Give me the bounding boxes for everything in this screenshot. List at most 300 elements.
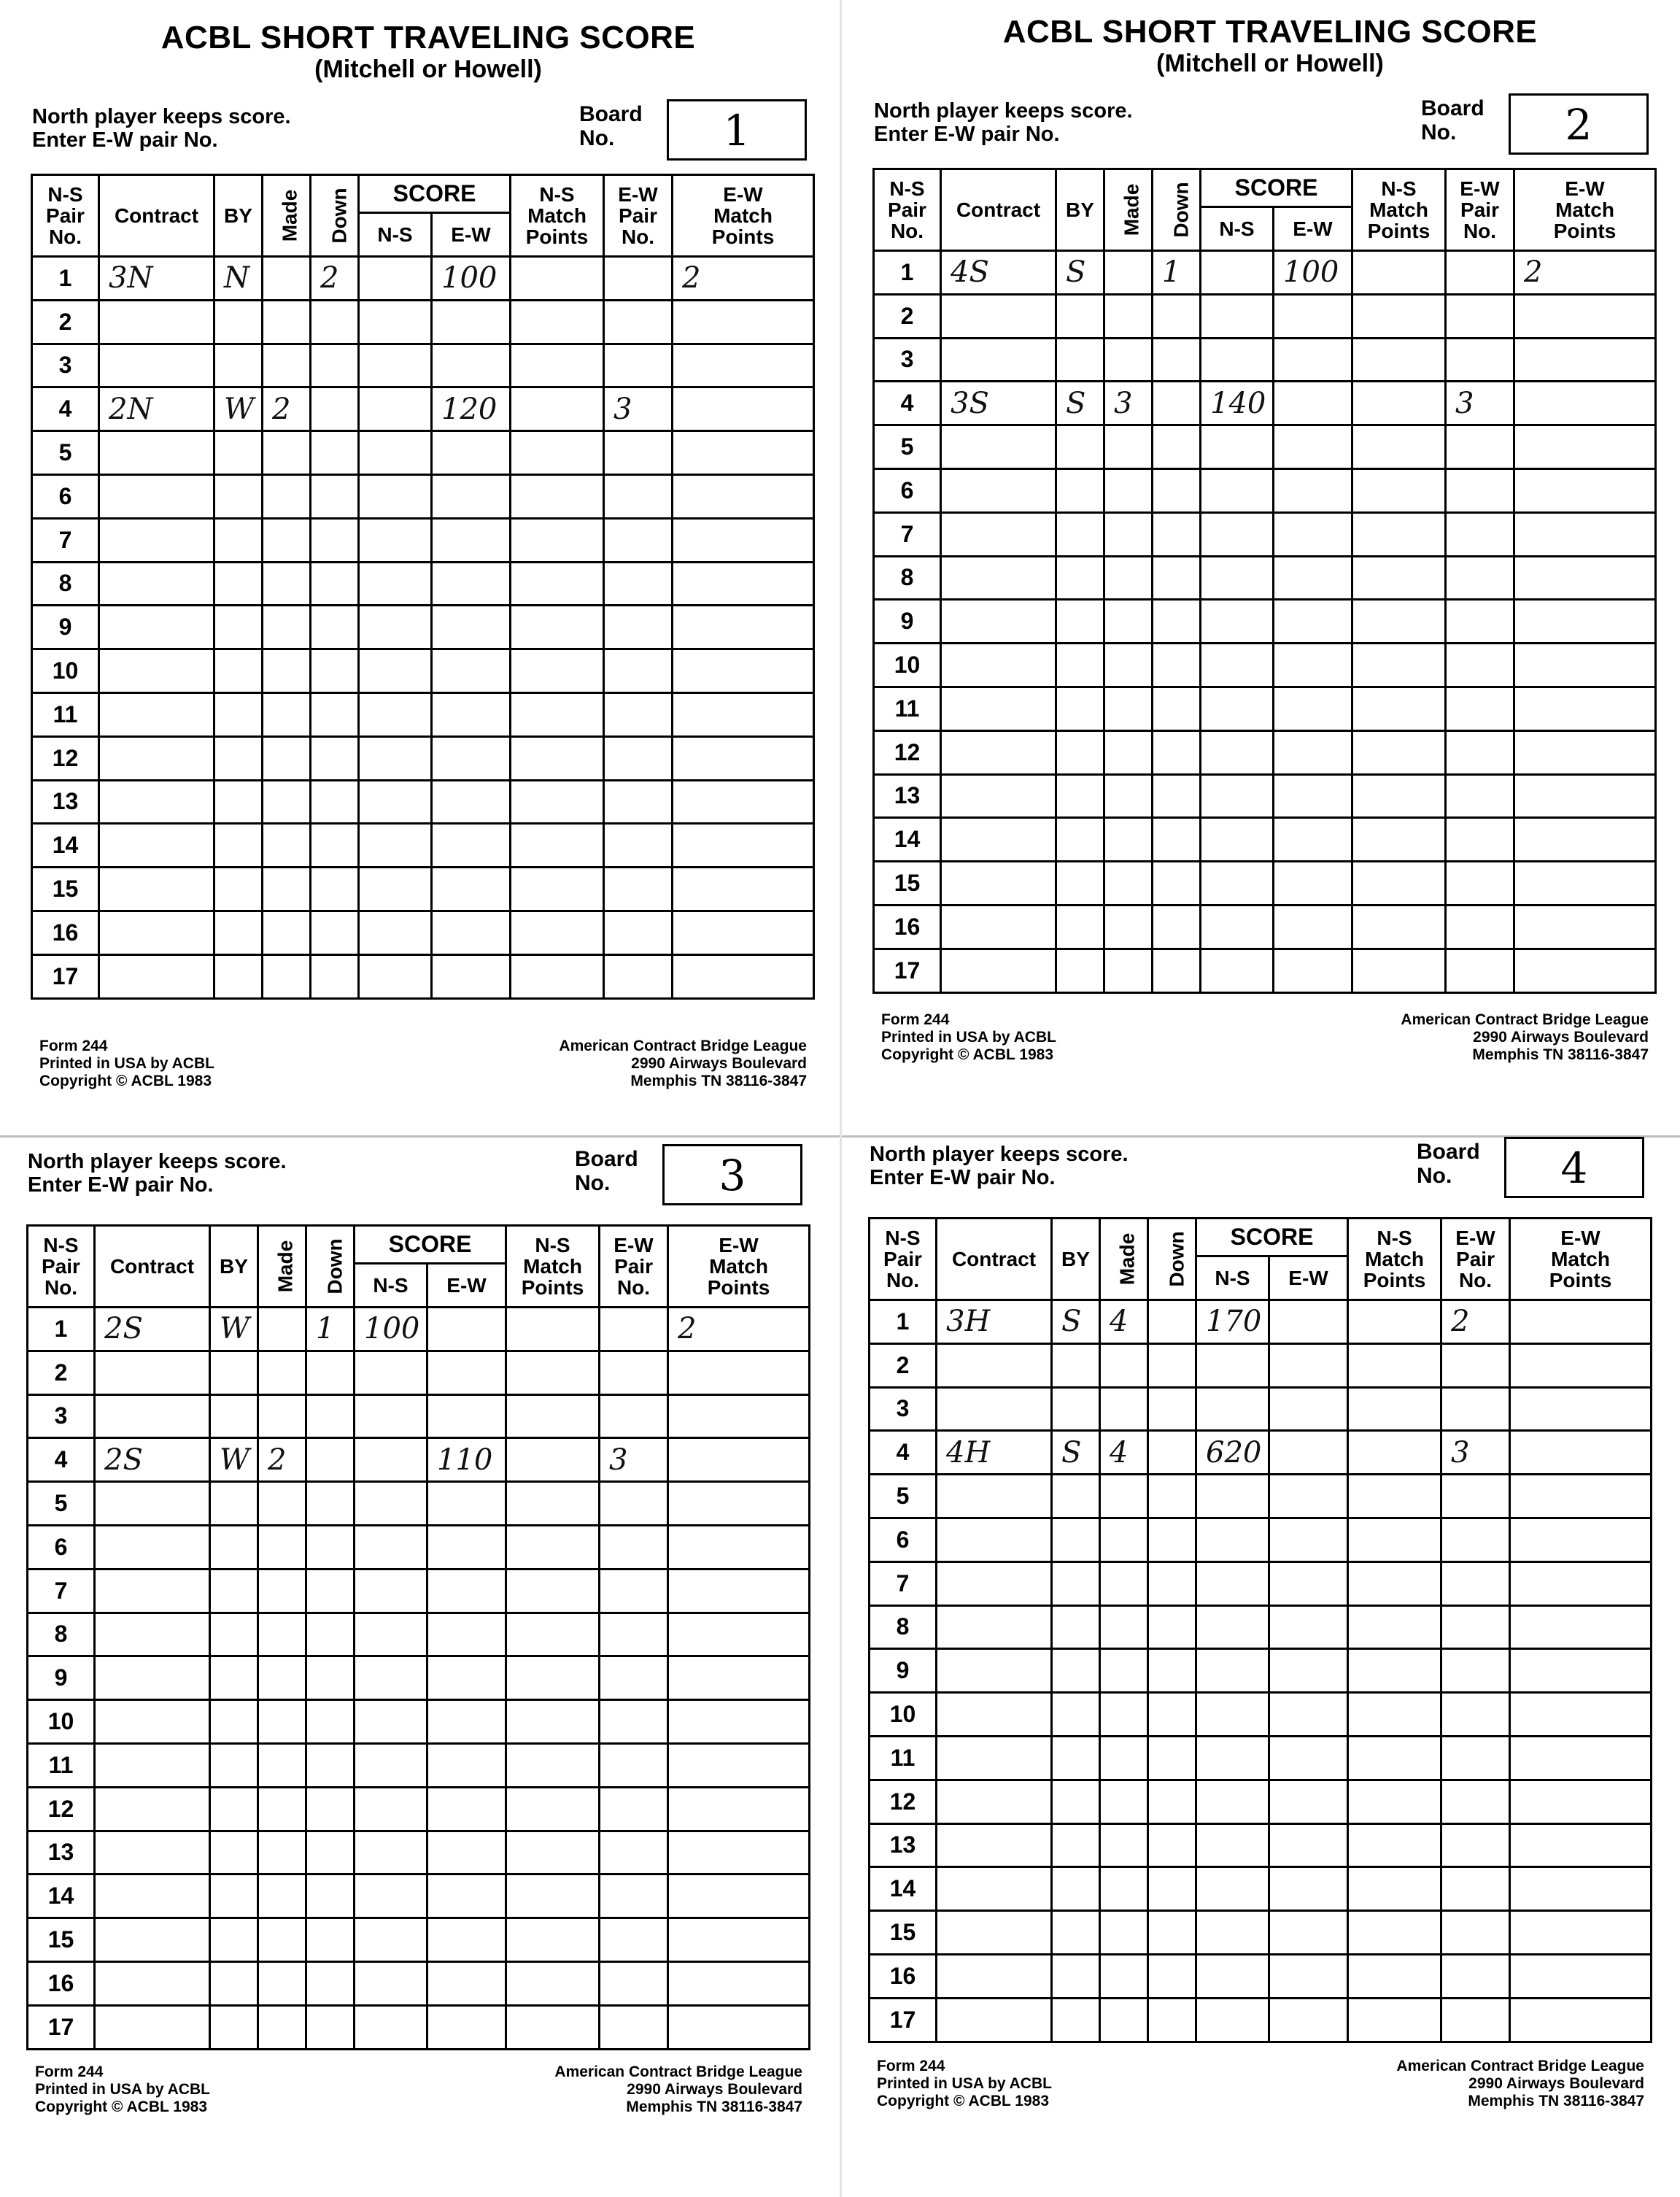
- cell-by[interactable]: [1056, 425, 1104, 469]
- cell-down[interactable]: [311, 562, 359, 606]
- cell-made[interactable]: [1100, 1911, 1148, 1955]
- cell-made[interactable]: [1104, 468, 1153, 512]
- board-number-box[interactable]: 1: [667, 99, 807, 161]
- cell-ns[interactable]: [1201, 294, 1274, 338]
- cell-ns[interactable]: [1201, 425, 1274, 469]
- cell-ns-mp[interactable]: [511, 606, 604, 649]
- cell-made[interactable]: [263, 474, 311, 518]
- cell-ew[interactable]: 120: [432, 387, 511, 431]
- cell-by[interactable]: [210, 1394, 258, 1438]
- cell-ew-pair[interactable]: [1446, 600, 1514, 644]
- cell-by[interactable]: S: [1056, 251, 1104, 295]
- cell-ew-pair[interactable]: [600, 1482, 668, 1526]
- cell-down[interactable]: [1153, 468, 1201, 512]
- cell-ew-mp[interactable]: [1510, 1649, 1652, 1693]
- cell-contract[interactable]: [95, 1961, 210, 2005]
- cell-contract[interactable]: [99, 606, 214, 649]
- cell-down[interactable]: 2: [311, 257, 359, 301]
- cell-by[interactable]: [214, 344, 263, 387]
- cell-down[interactable]: [1153, 425, 1201, 469]
- cell-down[interactable]: [1148, 1475, 1196, 1518]
- cell-contract[interactable]: [941, 294, 1056, 338]
- cell-ns[interactable]: [355, 1831, 427, 1874]
- cell-made[interactable]: 2: [263, 387, 311, 431]
- cell-contract[interactable]: [941, 949, 1056, 992]
- cell-ew[interactable]: [432, 431, 511, 475]
- cell-down[interactable]: [1148, 1911, 1196, 1955]
- cell-ns[interactable]: [359, 692, 432, 736]
- cell-down[interactable]: [1148, 1605, 1196, 1649]
- cell-ns[interactable]: [1196, 1736, 1269, 1780]
- cell-ew[interactable]: [1269, 1343, 1348, 1387]
- cell-ew-pair[interactable]: [1446, 818, 1514, 862]
- cell-ew-mp[interactable]: [668, 1438, 810, 1482]
- cell-made[interactable]: [1104, 644, 1153, 687]
- cell-by[interactable]: [1056, 338, 1104, 382]
- cell-ns-mp[interactable]: [511, 954, 604, 998]
- cell-ew-mp[interactable]: [1514, 600, 1656, 644]
- cell-by[interactable]: [214, 736, 263, 780]
- cell-ns-mp[interactable]: [1348, 1475, 1441, 1518]
- cell-ew-mp[interactable]: [668, 1700, 810, 1744]
- cell-contract[interactable]: [941, 905, 1056, 949]
- cell-ew[interactable]: [432, 518, 511, 562]
- cell-ew-pair[interactable]: [604, 562, 673, 606]
- cell-down[interactable]: [1148, 1736, 1196, 1780]
- cell-ew-mp[interactable]: [1510, 1736, 1652, 1780]
- cell-ew[interactable]: [1274, 338, 1352, 382]
- cell-ew-mp[interactable]: [1514, 382, 1656, 425]
- cell-down[interactable]: [1153, 556, 1201, 600]
- cell-by[interactable]: [214, 954, 263, 998]
- cell-down[interactable]: [1153, 338, 1201, 382]
- cell-by[interactable]: [210, 1918, 258, 1962]
- cell-ew[interactable]: [427, 2005, 506, 2049]
- cell-made[interactable]: [258, 2005, 306, 2049]
- cell-by[interactable]: [1056, 774, 1104, 818]
- cell-ns-mp[interactable]: [1352, 338, 1446, 382]
- cell-by[interactable]: W: [210, 1308, 258, 1351]
- cell-ns[interactable]: [1201, 818, 1274, 862]
- cell-ew-mp[interactable]: [1510, 1780, 1652, 1823]
- cell-ns-mp[interactable]: [506, 1656, 600, 1700]
- cell-contract[interactable]: [941, 512, 1056, 556]
- cell-ns-mp[interactable]: [1348, 1823, 1441, 1867]
- cell-ns[interactable]: [1196, 1387, 1269, 1431]
- cell-contract[interactable]: [95, 1394, 210, 1438]
- board-number-box[interactable]: 2: [1509, 93, 1649, 155]
- cell-down[interactable]: [306, 1438, 355, 1482]
- cell-ns[interactable]: [1201, 730, 1274, 774]
- cell-ns[interactable]: [1196, 1649, 1269, 1693]
- cell-ew-pair[interactable]: [600, 1700, 668, 1744]
- cell-ew-mp[interactable]: [673, 387, 814, 431]
- cell-contract[interactable]: [937, 1518, 1052, 1561]
- cell-ns-mp[interactable]: [506, 1961, 600, 2005]
- cell-down[interactable]: [1148, 1300, 1196, 1344]
- cell-contract[interactable]: [937, 1343, 1052, 1387]
- cell-contract[interactable]: [95, 1874, 210, 1918]
- cell-ew-pair[interactable]: [1441, 1867, 1510, 1911]
- cell-contract[interactable]: [95, 1525, 210, 1569]
- cell-made[interactable]: [1104, 862, 1153, 906]
- cell-down[interactable]: [311, 780, 359, 824]
- cell-ns-mp[interactable]: [1352, 382, 1446, 425]
- cell-ew[interactable]: [432, 649, 511, 693]
- cell-ew-pair[interactable]: [1441, 1518, 1510, 1561]
- cell-made[interactable]: [258, 1351, 306, 1394]
- cell-ew[interactable]: [1274, 774, 1352, 818]
- cell-by[interactable]: [1052, 1649, 1100, 1693]
- cell-ns-mp[interactable]: [1352, 556, 1446, 600]
- cell-down[interactable]: [1148, 1649, 1196, 1693]
- cell-ew-pair[interactable]: [604, 518, 673, 562]
- cell-by[interactable]: [1056, 468, 1104, 512]
- cell-ns[interactable]: [359, 431, 432, 475]
- cell-ew-mp[interactable]: [673, 868, 814, 911]
- cell-down[interactable]: [306, 1656, 355, 1700]
- cell-by[interactable]: [1056, 687, 1104, 730]
- cell-ew-pair[interactable]: [604, 780, 673, 824]
- cell-by[interactable]: [1056, 905, 1104, 949]
- cell-ew-pair[interactable]: [1441, 1649, 1510, 1693]
- cell-ns[interactable]: [1201, 556, 1274, 600]
- cell-ew[interactable]: [427, 1482, 506, 1526]
- cell-by[interactable]: [1052, 1475, 1100, 1518]
- cell-by[interactable]: [210, 2005, 258, 2049]
- cell-ew-mp[interactable]: [673, 649, 814, 693]
- cell-contract[interactable]: [95, 1482, 210, 1526]
- cell-ew-mp[interactable]: 2: [673, 257, 814, 301]
- cell-ew-pair[interactable]: 3: [604, 387, 673, 431]
- cell-ns-mp[interactable]: [1352, 730, 1446, 774]
- cell-by[interactable]: [1056, 512, 1104, 556]
- cell-ns-mp[interactable]: [1352, 949, 1446, 992]
- cell-by[interactable]: [1052, 1823, 1100, 1867]
- cell-ew-pair[interactable]: [600, 1525, 668, 1569]
- cell-contract[interactable]: [941, 425, 1056, 469]
- cell-ew-mp[interactable]: [673, 780, 814, 824]
- cell-ns-mp[interactable]: [506, 2005, 600, 2049]
- cell-ns[interactable]: [1196, 1693, 1269, 1737]
- cell-ew-pair[interactable]: [1446, 905, 1514, 949]
- cell-ns-mp[interactable]: [1348, 1911, 1441, 1955]
- cell-ns-mp[interactable]: [511, 344, 604, 387]
- cell-by[interactable]: [214, 474, 263, 518]
- cell-ns-mp[interactable]: [511, 780, 604, 824]
- cell-ns-mp[interactable]: [511, 300, 604, 344]
- cell-made[interactable]: 4: [1100, 1431, 1148, 1475]
- cell-ns[interactable]: [1201, 862, 1274, 906]
- cell-ns-mp[interactable]: [1352, 644, 1446, 687]
- cell-ns[interactable]: [359, 387, 432, 431]
- cell-ew-pair[interactable]: [600, 1743, 668, 1787]
- cell-ew[interactable]: [1269, 1867, 1348, 1911]
- cell-ew-mp[interactable]: [1510, 1475, 1652, 1518]
- cell-ew[interactable]: [427, 1700, 506, 1744]
- cell-contract[interactable]: [95, 1831, 210, 1874]
- cell-by[interactable]: [214, 518, 263, 562]
- cell-made[interactable]: [263, 824, 311, 868]
- cell-made[interactable]: [258, 1743, 306, 1787]
- cell-ew-mp[interactable]: [668, 1525, 810, 1569]
- cell-ew-mp[interactable]: [668, 1394, 810, 1438]
- cell-down[interactable]: [306, 1394, 355, 1438]
- cell-made[interactable]: [258, 1656, 306, 1700]
- cell-ns[interactable]: [359, 649, 432, 693]
- cell-made[interactable]: [1100, 1998, 1148, 2042]
- cell-ns[interactable]: [359, 911, 432, 954]
- cell-ew-pair[interactable]: [600, 1308, 668, 1351]
- cell-down[interactable]: [1153, 512, 1201, 556]
- cell-ew-pair[interactable]: 3: [600, 1438, 668, 1482]
- cell-contract[interactable]: [99, 692, 214, 736]
- cell-ew[interactable]: [1274, 468, 1352, 512]
- cell-made[interactable]: [258, 1613, 306, 1656]
- cell-made[interactable]: [1100, 1475, 1148, 1518]
- cell-ew-mp[interactable]: [673, 562, 814, 606]
- cell-ns[interactable]: [1196, 1343, 1269, 1387]
- cell-ns-mp[interactable]: [511, 911, 604, 954]
- cell-ns-mp[interactable]: [1352, 862, 1446, 906]
- cell-ns[interactable]: [359, 868, 432, 911]
- cell-down[interactable]: [306, 1569, 355, 1613]
- cell-down[interactable]: [306, 1525, 355, 1569]
- cell-ew-mp[interactable]: [1510, 1998, 1652, 2042]
- cell-ns-mp[interactable]: [506, 1438, 600, 1482]
- cell-ew[interactable]: [427, 1787, 506, 1831]
- cell-down[interactable]: [1148, 1343, 1196, 1387]
- cell-ew[interactable]: [1269, 1998, 1348, 2042]
- cell-ew-mp[interactable]: [1514, 294, 1656, 338]
- cell-by[interactable]: [1052, 1693, 1100, 1737]
- cell-ns[interactable]: [1201, 512, 1274, 556]
- cell-by[interactable]: [210, 1787, 258, 1831]
- cell-ns[interactable]: [1196, 1518, 1269, 1561]
- cell-ew-pair[interactable]: [604, 868, 673, 911]
- cell-ew-mp[interactable]: [1514, 949, 1656, 992]
- cell-ns-mp[interactable]: [1348, 1867, 1441, 1911]
- cell-ns[interactable]: [355, 1394, 427, 1438]
- cell-ns-mp[interactable]: [1348, 1387, 1441, 1431]
- cell-ew-mp[interactable]: [668, 1831, 810, 1874]
- cell-ns[interactable]: [1196, 1954, 1269, 1998]
- cell-contract[interactable]: [95, 1743, 210, 1787]
- cell-ew-pair[interactable]: [1446, 512, 1514, 556]
- cell-by[interactable]: [210, 1831, 258, 1874]
- cell-by[interactable]: [1056, 556, 1104, 600]
- cell-contract[interactable]: [937, 1693, 1052, 1737]
- cell-contract[interactable]: [99, 911, 214, 954]
- cell-down[interactable]: [306, 1700, 355, 1744]
- cell-ew-mp[interactable]: [1514, 774, 1656, 818]
- cell-ew-pair[interactable]: [604, 649, 673, 693]
- cell-ew-pair[interactable]: [1446, 556, 1514, 600]
- cell-made[interactable]: [258, 1700, 306, 1744]
- cell-down[interactable]: [311, 344, 359, 387]
- cell-ns[interactable]: [355, 1351, 427, 1394]
- cell-ns-mp[interactable]: [511, 562, 604, 606]
- cell-contract[interactable]: [99, 954, 214, 998]
- cell-ns[interactable]: [355, 1700, 427, 1744]
- cell-ns[interactable]: [355, 1525, 427, 1569]
- cell-ew-mp[interactable]: [1514, 862, 1656, 906]
- cell-ew[interactable]: [1274, 600, 1352, 644]
- cell-ns-mp[interactable]: [511, 736, 604, 780]
- cell-ew[interactable]: [427, 1831, 506, 1874]
- cell-ew-pair[interactable]: [600, 1394, 668, 1438]
- cell-ew-pair[interactable]: [1446, 949, 1514, 992]
- cell-down[interactable]: [1153, 600, 1201, 644]
- cell-ns[interactable]: [1196, 1475, 1269, 1518]
- cell-ns[interactable]: [1196, 1998, 1269, 2042]
- cell-ew[interactable]: [432, 954, 511, 998]
- cell-by[interactable]: [214, 300, 263, 344]
- cell-ew-pair[interactable]: [600, 1874, 668, 1918]
- cell-ew-pair[interactable]: [1446, 338, 1514, 382]
- cell-contract[interactable]: [941, 687, 1056, 730]
- cell-contract[interactable]: [95, 1700, 210, 1744]
- cell-by[interactable]: [214, 562, 263, 606]
- cell-by[interactable]: [1052, 1387, 1100, 1431]
- cell-ew-mp[interactable]: [1514, 556, 1656, 600]
- cell-ns[interactable]: [1196, 1911, 1269, 1955]
- cell-made[interactable]: [263, 649, 311, 693]
- cell-contract[interactable]: [99, 562, 214, 606]
- cell-ns-mp[interactable]: [511, 387, 604, 431]
- cell-ew[interactable]: [432, 344, 511, 387]
- cell-ew[interactable]: [427, 1961, 506, 2005]
- cell-down[interactable]: [306, 1787, 355, 1831]
- cell-contract[interactable]: [95, 1656, 210, 1700]
- cell-down[interactable]: [306, 1351, 355, 1394]
- cell-down[interactable]: [311, 911, 359, 954]
- cell-ew[interactable]: [1269, 1693, 1348, 1737]
- cell-by[interactable]: [214, 868, 263, 911]
- cell-ns-mp[interactable]: [1352, 251, 1446, 295]
- cell-down[interactable]: 1: [1153, 251, 1201, 295]
- cell-ew-pair[interactable]: [604, 824, 673, 868]
- cell-down[interactable]: [311, 474, 359, 518]
- cell-ew-mp[interactable]: [673, 344, 814, 387]
- cell-made[interactable]: [263, 257, 311, 301]
- cell-made[interactable]: [1104, 905, 1153, 949]
- cell-ew[interactable]: 100: [1274, 251, 1352, 295]
- cell-down[interactable]: [1148, 1954, 1196, 1998]
- cell-ew[interactable]: [1269, 1475, 1348, 1518]
- cell-ew-mp[interactable]: [1510, 1911, 1652, 1955]
- cell-ns-mp[interactable]: [1352, 425, 1446, 469]
- cell-ew-mp[interactable]: [1510, 1431, 1652, 1475]
- cell-down[interactable]: [306, 1918, 355, 1962]
- cell-ew-pair[interactable]: [600, 1569, 668, 1613]
- cell-ew-pair[interactable]: [1441, 1387, 1510, 1431]
- cell-down[interactable]: [306, 1831, 355, 1874]
- cell-ns[interactable]: [359, 780, 432, 824]
- cell-made[interactable]: [1104, 600, 1153, 644]
- cell-ew-mp[interactable]: [1514, 905, 1656, 949]
- cell-ew-pair[interactable]: [604, 344, 673, 387]
- cell-down[interactable]: [1148, 1780, 1196, 1823]
- cell-ns[interactable]: [1196, 1823, 1269, 1867]
- cell-contract[interactable]: [941, 730, 1056, 774]
- cell-ew[interactable]: [427, 1918, 506, 1962]
- cell-ew-mp[interactable]: [673, 431, 814, 475]
- cell-ns-mp[interactable]: [506, 1351, 600, 1394]
- cell-by[interactable]: S: [1052, 1431, 1100, 1475]
- cell-by[interactable]: [214, 824, 263, 868]
- cell-down[interactable]: [311, 824, 359, 868]
- cell-ew-pair[interactable]: [600, 1613, 668, 1656]
- cell-ew[interactable]: [1269, 1561, 1348, 1605]
- cell-ew-pair[interactable]: [604, 300, 673, 344]
- cell-ew[interactable]: [427, 1656, 506, 1700]
- cell-by[interactable]: [210, 1569, 258, 1613]
- cell-by[interactable]: [1056, 862, 1104, 906]
- cell-ns[interactable]: [359, 562, 432, 606]
- cell-ns[interactable]: 140: [1201, 382, 1274, 425]
- cell-ns-mp[interactable]: [506, 1394, 600, 1438]
- cell-down[interactable]: [311, 649, 359, 693]
- cell-ew-mp[interactable]: [673, 692, 814, 736]
- cell-ns[interactable]: [1201, 687, 1274, 730]
- cell-by[interactable]: [1052, 1343, 1100, 1387]
- cell-ns-mp[interactable]: [1348, 1561, 1441, 1605]
- cell-ns-mp[interactable]: [1348, 1300, 1441, 1344]
- cell-ew-mp[interactable]: [1514, 425, 1656, 469]
- cell-contract[interactable]: [95, 1918, 210, 1962]
- cell-ew[interactable]: [1269, 1605, 1348, 1649]
- cell-by[interactable]: [1052, 1605, 1100, 1649]
- cell-ew-mp[interactable]: [668, 1656, 810, 1700]
- cell-contract[interactable]: [95, 1351, 210, 1394]
- cell-ew[interactable]: [1269, 1736, 1348, 1780]
- cell-ew[interactable]: 110: [427, 1438, 506, 1482]
- cell-by[interactable]: [1052, 1911, 1100, 1955]
- cell-ns-mp[interactable]: [511, 474, 604, 518]
- cell-made[interactable]: [258, 1918, 306, 1962]
- cell-ew-pair[interactable]: 2: [1441, 1300, 1510, 1344]
- cell-ew-pair[interactable]: [604, 431, 673, 475]
- cell-ew-pair[interactable]: [1441, 1693, 1510, 1737]
- cell-by[interactable]: [214, 431, 263, 475]
- cell-ew-pair[interactable]: [1441, 1998, 1510, 2042]
- cell-down[interactable]: [1148, 1431, 1196, 1475]
- cell-ew[interactable]: [432, 300, 511, 344]
- cell-contract[interactable]: [937, 1954, 1052, 1998]
- cell-ew[interactable]: [1274, 730, 1352, 774]
- cell-ew-pair[interactable]: [1441, 1561, 1510, 1605]
- cell-ns[interactable]: [1196, 1561, 1269, 1605]
- cell-ew[interactable]: [1274, 556, 1352, 600]
- cell-by[interactable]: [214, 649, 263, 693]
- cell-ew-pair[interactable]: 3: [1441, 1431, 1510, 1475]
- cell-down[interactable]: [1148, 1387, 1196, 1431]
- cell-ew[interactable]: [1269, 1300, 1348, 1344]
- cell-down[interactable]: [311, 606, 359, 649]
- cell-ew[interactable]: [427, 1613, 506, 1656]
- cell-ew-mp[interactable]: [1514, 644, 1656, 687]
- cell-by[interactable]: [214, 780, 263, 824]
- cell-made[interactable]: [263, 562, 311, 606]
- cell-ns-mp[interactable]: [506, 1918, 600, 1962]
- cell-ew[interactable]: [1269, 1911, 1348, 1955]
- cell-contract[interactable]: [941, 556, 1056, 600]
- cell-made[interactable]: [263, 344, 311, 387]
- cell-made[interactable]: [1100, 1605, 1148, 1649]
- cell-ew-mp[interactable]: [673, 954, 814, 998]
- cell-down[interactable]: [1153, 818, 1201, 862]
